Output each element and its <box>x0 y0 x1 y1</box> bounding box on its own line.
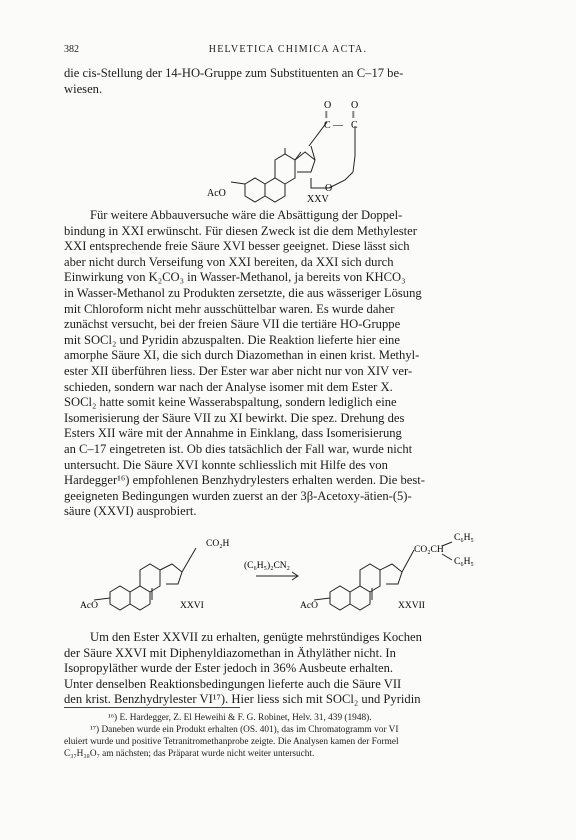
text-line: Hardegger¹⁶) empfohlenen Benzhydrylesters erhalten werden. Die best- <box>64 473 425 488</box>
text-line: bindung in XXI erwünscht. Für diesen Zweck ist die dem Methylester <box>64 223 417 238</box>
text-line: an C–17 eingetreten ist. Ob dies tatsächlich der Fall war, wurde nicht <box>64 441 413 456</box>
text-line: Isomerisierung der Säure VII zu XI bewirkt. Die spez. Drehung des <box>64 410 405 425</box>
journal-title: HELVETICA CHIMICA ACTA. <box>208 44 368 55</box>
ring-oxygen-label: O <box>325 183 333 194</box>
paragraph-1 <box>64 66 512 97</box>
phenyl-bottom-label: C₆H₅ <box>454 557 474 567</box>
text-line: amorphe Säure XI, die sich durch Diazomethan in einen krist. Methyl- <box>64 348 420 363</box>
page-header <box>64 44 512 58</box>
text-line: säure (XXVI) ausprobiert. <box>64 504 197 519</box>
phenyl-top-label: C₆H₅ <box>454 533 474 543</box>
text-line: mit Chloroform nicht mehr ausschüttelbar waren. Es wurde daher <box>64 301 395 316</box>
text-line: Für weitere Abbauversuche wäre die Absättigung der Doppel- <box>90 208 403 222</box>
reagent-label: (C₆H₅)₂CN₂ <box>244 561 290 571</box>
paragraph-3 <box>64 630 512 708</box>
text-line: der Säure XXVI mit Diphenyldiazomethan in Äthyläther nicht. In <box>64 645 396 660</box>
text-line: untersucht. Die Säure XVI konnte schliesslich mit Hilfe des von <box>64 457 388 472</box>
text-line: wiesen. <box>64 81 103 96</box>
text-line: XXI entsprechende freie Säure XVI besser geeignet. Diese lässt sich <box>64 239 410 254</box>
co2ch-group-label: CO₂CH <box>414 545 444 555</box>
text-line: Unter denselben Reaktionsbedingungen lieferte auch die Säure VII <box>64 676 402 691</box>
paragraph-2 <box>64 208 512 520</box>
compound-label-xxvii: XXVII <box>398 601 425 611</box>
compound-label: XXV <box>307 194 329 205</box>
text-line: zunächst versucht, bei der freien Säure VII die tertiäre HO-Gruppe <box>64 317 401 332</box>
reaction-scheme <box>80 528 500 620</box>
text-line: ester XII überführen liess. Der Ester war aber nicht nur von XIV ver- <box>64 363 413 378</box>
text-line: Esters XII wäre mit der Annahme in Einklang, dass Isomerisierung <box>64 426 402 441</box>
footnote-16: ¹⁶) E. Hardegger, Z. El Heweihi & F. G. Robinet, Helv. 31, 439 (1948). <box>108 713 372 723</box>
text-line: in Wasser-Methanol zu Produkten zersetzte, die aus wässeriger Lösung <box>64 285 422 300</box>
carbon-label: C <box>351 120 358 131</box>
text-line: Isopropyläther wurde der Ester jedoch in 36% Ausbeute erhalten. <box>64 661 394 676</box>
text-line: die cis-Stellung der 14-HO-Gruppe zum Substituenten an C–17 be- <box>64 66 404 80</box>
text-line: den krist. Benzhydrylester VI¹⁷). Hier liess sich mit SOCl₂ und Pyridin <box>64 692 421 707</box>
double-bond-mark: ‖ <box>325 110 328 121</box>
page-number: 382 <box>64 44 79 55</box>
text-line: mit SOCl₂ und Pyridin abzuspalten. Die Reaktion lieferte hier eine <box>64 332 400 347</box>
text-line: aber nicht durch Verseifung von XXI bereiten, da XXI sich durch <box>64 254 394 269</box>
text-line: SOCl₂ hatte somit keine Wasserabspaltung, sondern lediglich eine <box>64 395 397 410</box>
text-line: schieden, sondern war nach der Analyse isomer mit dem Ester X. <box>64 379 393 394</box>
footnotes <box>64 712 512 760</box>
aco-label: AcO <box>300 601 318 611</box>
bond-dash: — <box>333 120 343 131</box>
carbon-label: C <box>324 120 331 131</box>
structure-xxv <box>205 96 375 208</box>
aco-label: AcO <box>207 188 226 199</box>
footnote-17: ¹⁷) Daneben wurde ein Produkt erhalten (OS. 401), das im Chromatogramm vor VI <box>90 725 399 735</box>
text-line: geeigneten Bedingungen wurden zuerst an der 3β-Acetoxy-ätien-(5)- <box>64 488 412 503</box>
compound-label-xxvi: XXVI <box>180 601 204 611</box>
oxygen-label: O <box>351 100 359 111</box>
aco-label: AcO <box>80 601 98 611</box>
footnote-17-cont: eluiert wurde und positive Tetranitromethanprobe zeigte. Die Analysen kamen der Formel <box>64 737 399 747</box>
co2h-group-label: CO₂H <box>206 539 230 549</box>
text-line: Um den Ester XXVII zu erhalten, genügte mehrstündiges Kochen <box>90 630 422 644</box>
footnote-17-cont: C₃₇H₃₈O₇ am nächsten; das Präparat wurde nicht weiter untersucht. <box>64 749 315 759</box>
text-line: Einwirkung von K₂CO₃ in Wasser-Methanol, ja bereits von KHCO₃ <box>64 270 406 285</box>
double-bond-mark: ‖ <box>352 110 355 121</box>
oxygen-label: O <box>324 100 332 111</box>
footnote-divider <box>64 707 240 708</box>
